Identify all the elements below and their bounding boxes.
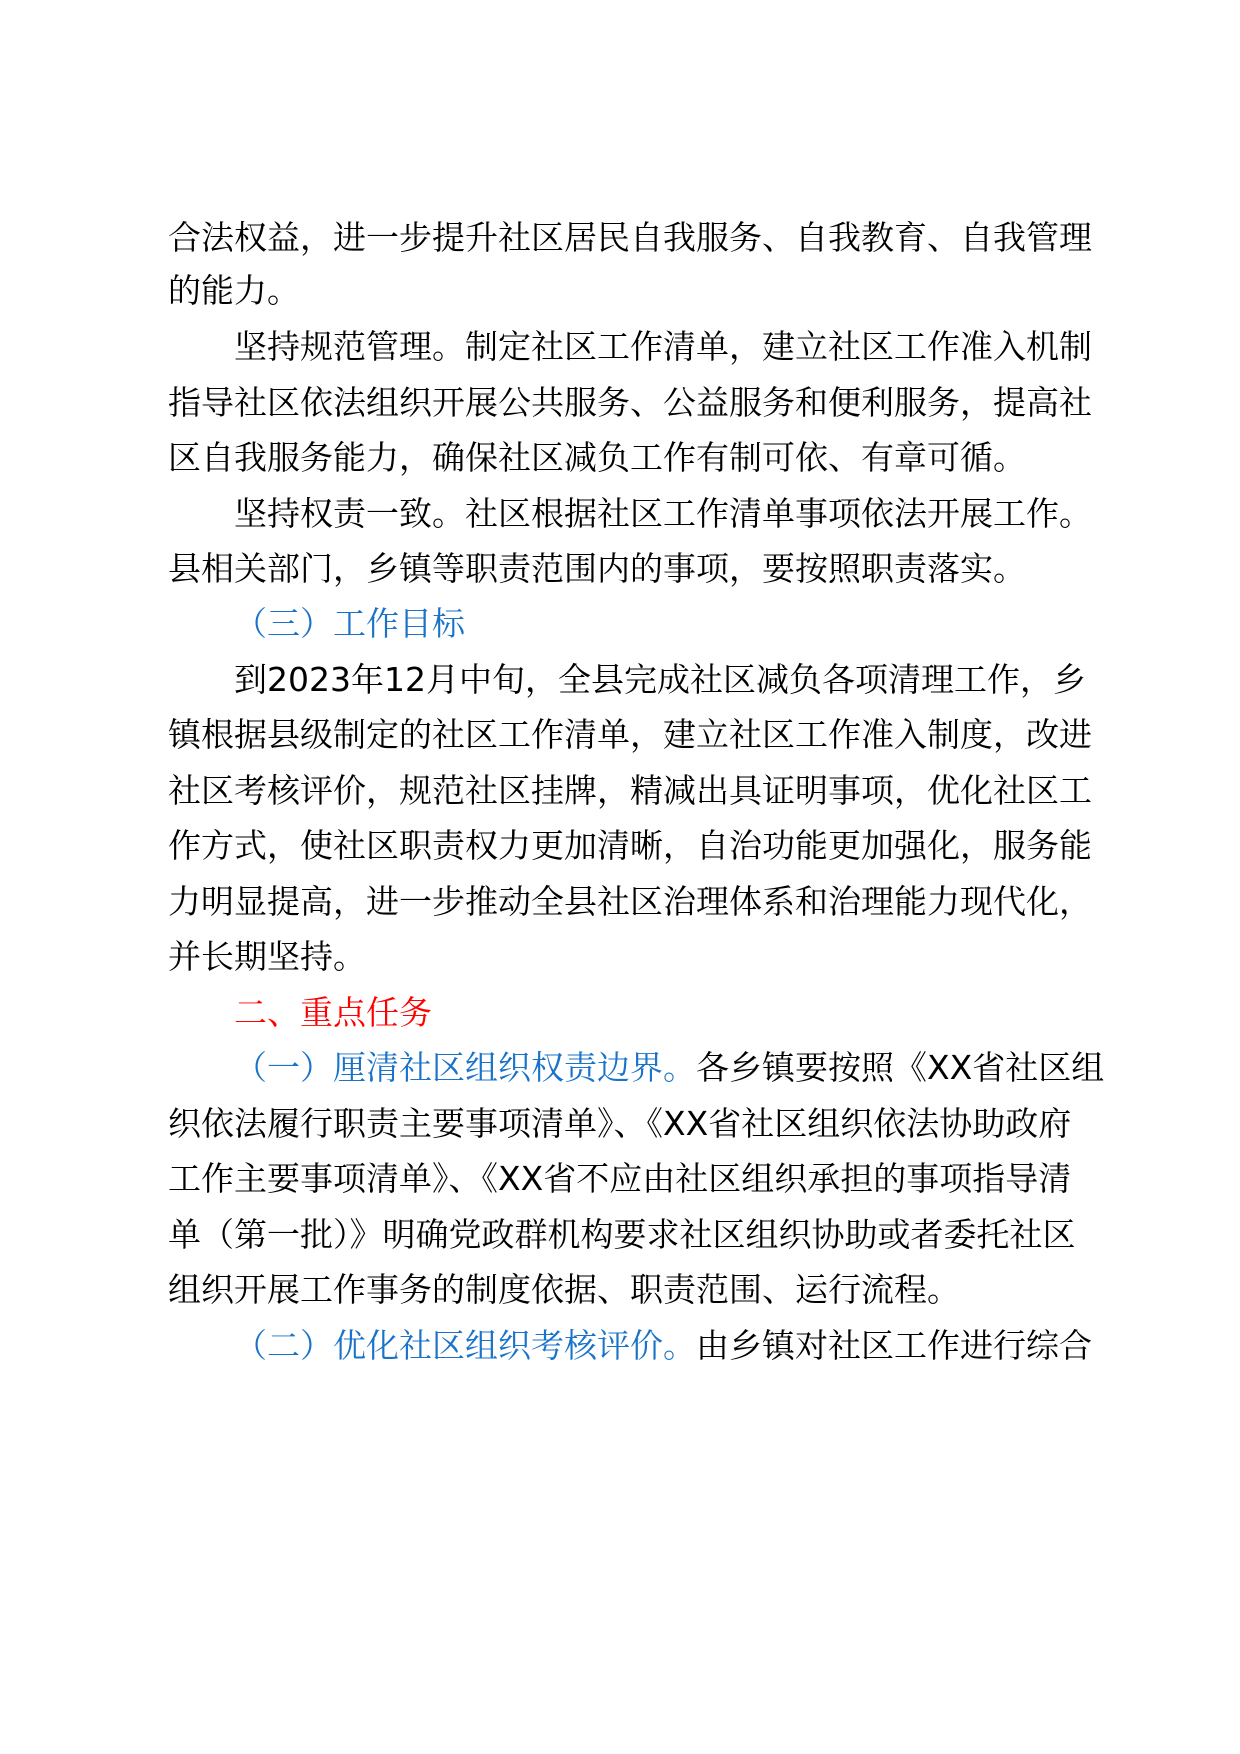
paragraph-line: 并长期坚持。	[168, 937, 366, 976]
section-heading: 二、重点任务	[234, 993, 432, 1032]
paragraph-line: 县相关部门，乡镇等职责范围内的事项，要按照职责落实。	[168, 549, 1026, 588]
paragraph-line: 指导社区依法组织开展公共服务、公益服务和便利服务，提高社	[168, 383, 1092, 422]
paragraph-line: 合法权益，进一步提升社区居民自我服务、自我教育、自我管理	[168, 218, 1092, 257]
paragraph-line: 作方式，使社区职责权力更加清晰，自治功能更加强化，服务能	[168, 826, 1092, 865]
paragraph-line: 区自我服务能力，确保社区减负工作有制可依、有章可循。	[168, 438, 1026, 477]
subsection-title: （二）优化社区组织考核评价。	[234, 1326, 696, 1365]
paragraph-line: 组织开展工作事务的制度依据、职责范围、运行流程。	[168, 1270, 960, 1309]
paragraph-line: 工作主要事项清单》、《XX省不应由社区组织承担的事项指导清	[168, 1159, 1072, 1198]
paragraph-line: 的能力。	[168, 271, 300, 310]
paragraph-line: 镇根据县级制定的社区工作清单，建立社区工作准入制度，改进	[168, 715, 1092, 754]
paragraph-text: 由乡镇对社区工作进行综合	[696, 1326, 1092, 1365]
paragraph-line: 到2023年12月中旬，全县完成社区减负各项清理工作，乡	[234, 660, 1086, 699]
paragraph-line: 织依法履行职责主要事项清单》、《XX省社区组织依法协助政府	[168, 1104, 1072, 1143]
paragraph-line: 力明显提高，进一步推动全县社区治理体系和治理能力现代化，	[168, 882, 1092, 921]
paragraph-line: 单（第一批）》明确党政群机构要求社区组织协助或者委托社区	[168, 1215, 1076, 1254]
paragraph-line: 坚持规范管理。制定社区工作清单，建立社区工作准入机制	[234, 327, 1092, 366]
subsection-title: （一）厘清社区组织权责边界。	[234, 1048, 696, 1087]
section-subheading: （三）工作目标	[234, 604, 465, 643]
paragraph-text: 各乡镇要按照《XX省社区组	[696, 1048, 1105, 1087]
paragraph-line	[234, 1045, 1104, 1091]
paragraph-line: 坚持权责一致。社区根据社区工作清单事项依法开展工作。	[234, 494, 1092, 533]
paragraph-line: 社区考核评价，规范社区挂牌，精减出具证明事项，优化社区工	[168, 771, 1092, 810]
paragraph-line	[234, 1323, 1092, 1369]
